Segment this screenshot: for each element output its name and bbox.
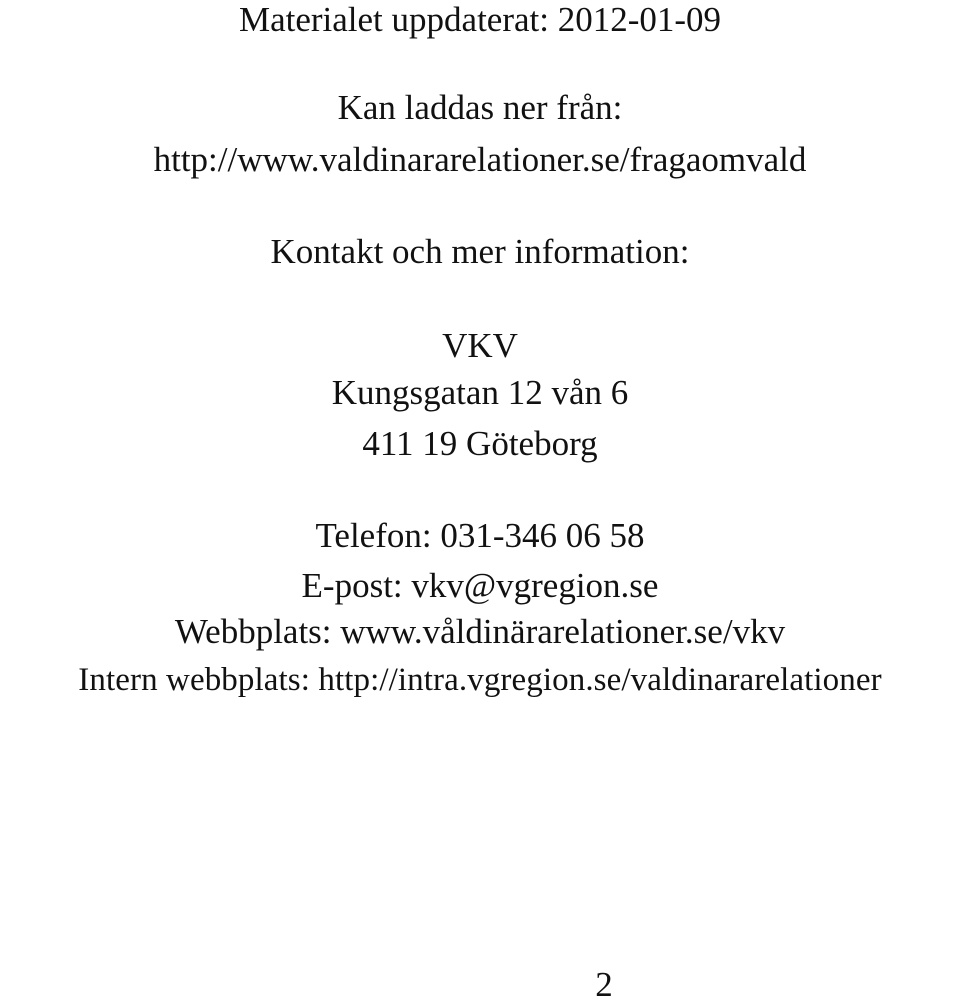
- intranet-address: Intern webbplats: http://intra.vgregion.se/valdinararelationer: [78, 662, 882, 698]
- updated-date: Materialet uppdaterat: 2012-01-09: [238, 0, 722, 39]
- website-address: Webbplats: www.våldinärarelationer.se/vkv: [174, 612, 786, 651]
- email-address: E-post: vkv@vgregion.se: [301, 566, 659, 605]
- org-name: VKV: [442, 326, 518, 365]
- street-address: Kungsgatan 12 vån 6: [331, 373, 629, 412]
- download-url: http://www.valdinararelationer.se/fragaomvald: [153, 140, 807, 179]
- contact-heading: Kontakt och mer information:: [270, 232, 690, 271]
- download-label: Kan laddas ner från:: [337, 88, 623, 127]
- page-number: 2: [595, 965, 613, 1004]
- postal-city: 411 19 Göteborg: [362, 424, 598, 463]
- phone-number: Telefon: 031-346 06 58: [315, 516, 645, 555]
